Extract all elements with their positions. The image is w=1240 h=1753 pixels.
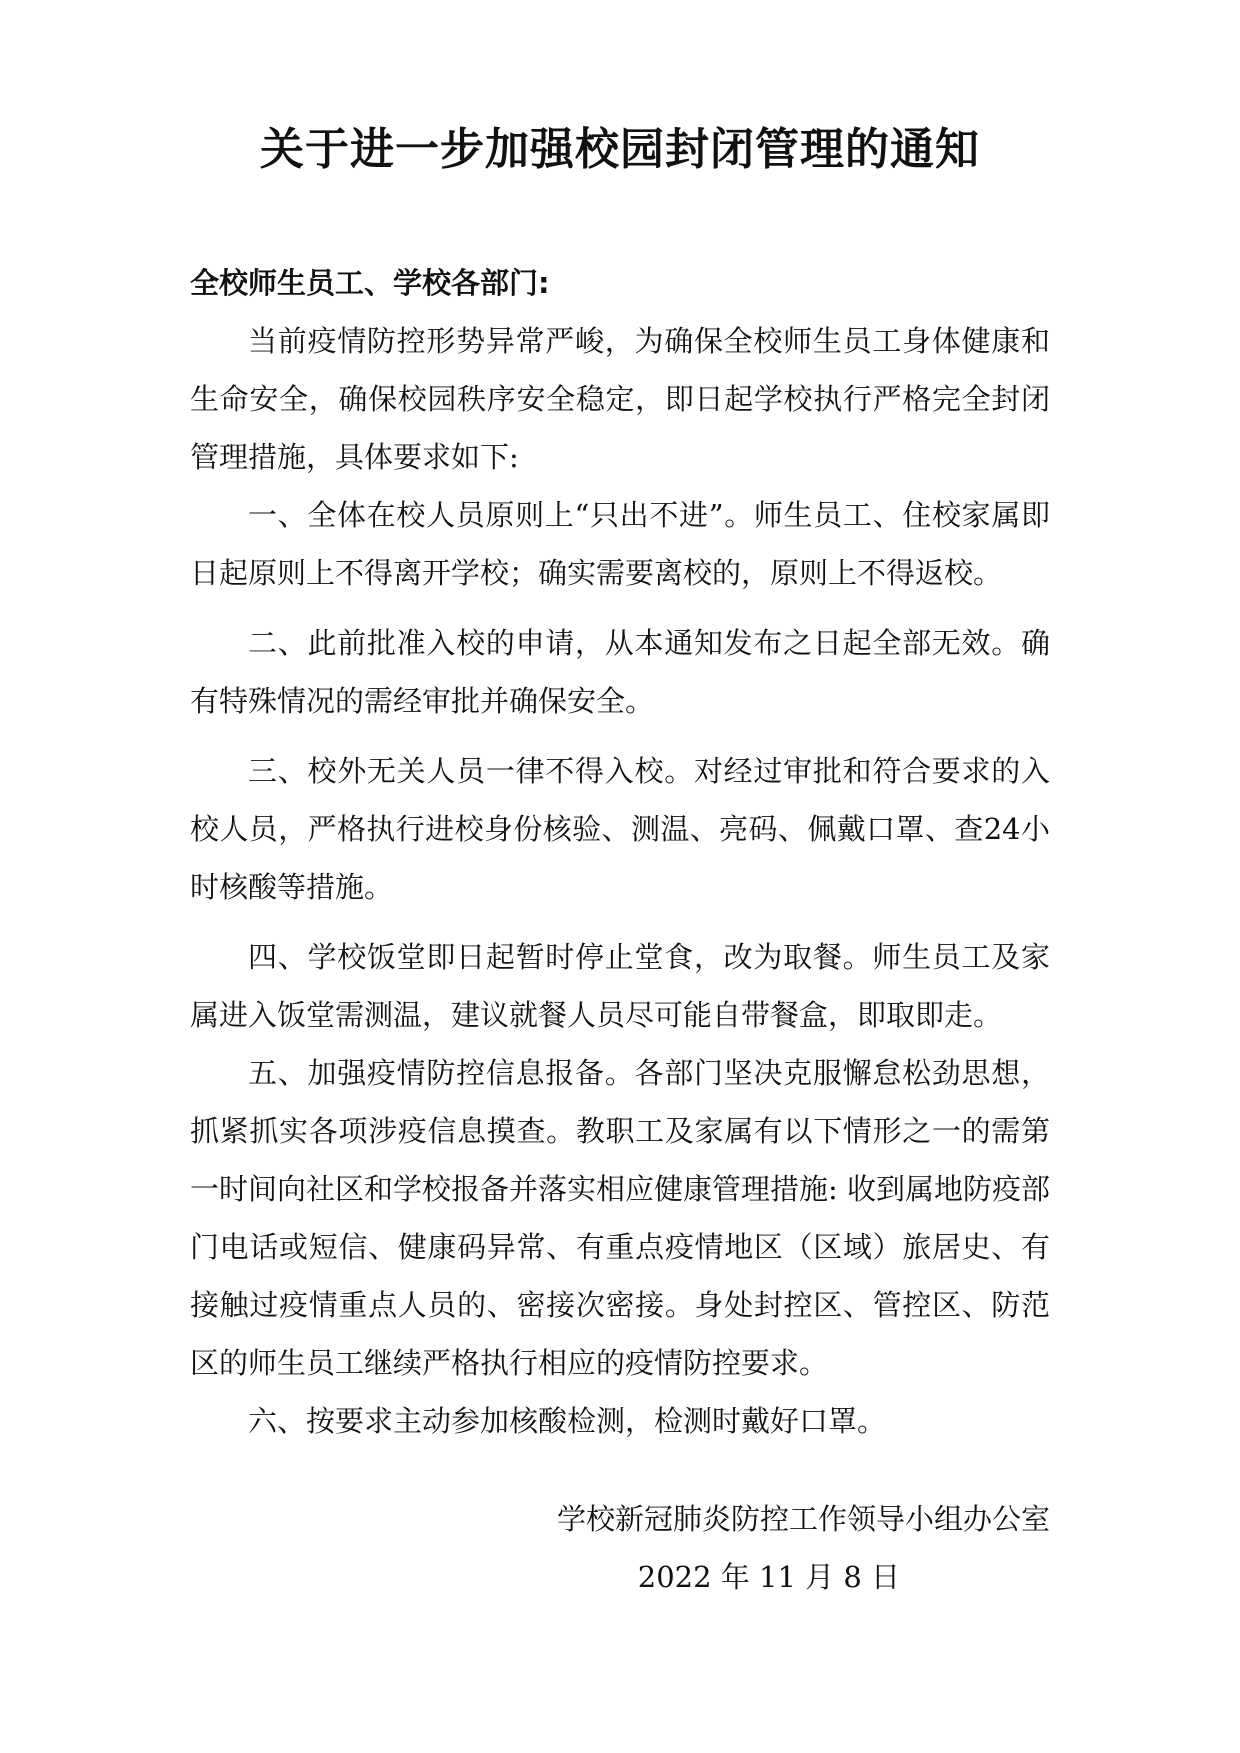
paragraph-item-4: 四、学校饭堂即日起暂时停止堂食，改为取餐。师生员工及家属进入饭堂需测温，建议就餐人员尽可能自带餐盒，即取即走。 [190,940,1050,1032]
paragraph-item-1: 一、全体在校人员原则上“只出不进”。师生员工、住校家属即日起原则上不得离开学校；确实需要离校的，原则上不得返校。 [190,498,1050,590]
paragraph-intro: 当前疫情防控形势异常严峻，为确保全校师生员工身体健康和生命安全，确保校园秩序安全稳定，即日起学校执行严格完全封闭管理措施，具体要求如下: [190,324,1050,474]
paragraph-item-2: 二、此前批准入校的申请，从本通知发布之日起全部无效。确有特殊情况的需经审批并确保安全。 [190,626,1050,718]
document-title: 关于进一步加强校园封闭管理的通知 [260,124,980,175]
paragraph-item-6: 六、按要求主动参加核酸检测，检测时戴好口罩。 [248,1404,887,1438]
signature-organization: 学校新冠肺炎防控工作领导小组办公室 [556,1502,1050,1536]
document-body [190,254,1050,1450]
signature-date: 2022 年 11 月 8 日 [637,1560,900,1594]
paragraph-item-5: 五、加强疫情防控信息报备。各部门坚决克服懈怠松劲思想，抓紧抓实各项涉疫信息摸查。教职工及家属有以下情形之一的需第一时间向社区和学校报备并落实相应健康管理措施: 收到属地防疫部门电话或短信、健康码异常、有重点疫情地区（区域）旅居史、有接触过疫情重点人员的、密接次密接。身处封控区、管控区、防范区的师生员工继续严格执行相应的疫情防控要求。 [190,1056,1050,1380]
signature-block [490,1490,1050,1606]
paragraph-item-3: 三、校外无关人员一律不得入校。对经过审批和符合要求的入校人员，严格执行进校身份核验、测温、亮码、佩戴口罩、查24小时核酸等措施。 [190,754,1050,904]
salutation: 全校师生员工、学校各部门: [190,266,550,300]
